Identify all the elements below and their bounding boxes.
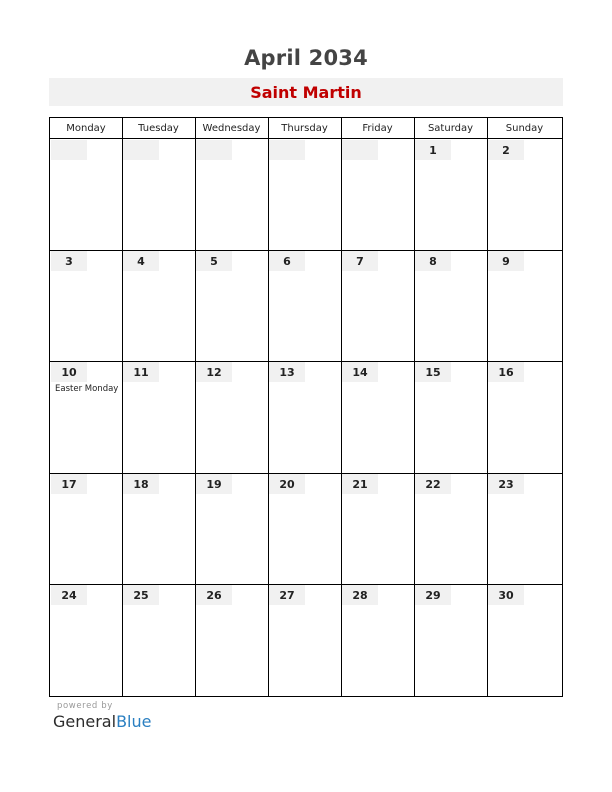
day-cell-27[interactable] bbox=[269, 585, 341, 696]
powered-by-label: powered by bbox=[57, 701, 113, 711]
brand-blue: Blue bbox=[116, 712, 152, 731]
day-number: 9 bbox=[502, 255, 510, 268]
weekday-header-row bbox=[50, 118, 562, 139]
day-cell-23[interactable] bbox=[488, 474, 562, 584]
day-number: 5 bbox=[210, 255, 218, 268]
day-cell-2[interactable] bbox=[488, 140, 562, 250]
day-number: 15 bbox=[425, 366, 441, 379]
country-name: Saint Martin bbox=[250, 83, 362, 102]
day-number-box bbox=[269, 140, 305, 160]
day-cell-12[interactable] bbox=[196, 362, 268, 473]
day-cell-26[interactable] bbox=[196, 585, 268, 696]
day-number: 29 bbox=[425, 589, 441, 602]
day-cell-15[interactable] bbox=[415, 362, 487, 473]
calendar-grid bbox=[49, 117, 563, 697]
day-cell-6[interactable] bbox=[269, 251, 341, 361]
day-cell-29[interactable] bbox=[415, 585, 487, 696]
day-number: 23 bbox=[498, 478, 514, 491]
day-number: 13 bbox=[279, 366, 295, 379]
day-cell-13[interactable] bbox=[269, 362, 341, 473]
day-number: 27 bbox=[279, 589, 295, 602]
day-number: 22 bbox=[425, 478, 441, 491]
weekday-friday: Friday bbox=[362, 123, 393, 134]
day-number: 6 bbox=[283, 255, 291, 268]
day-number-box bbox=[51, 140, 87, 160]
empty-day-cell bbox=[123, 140, 195, 250]
empty-day-cell bbox=[51, 140, 122, 250]
day-cell-18[interactable] bbox=[123, 474, 195, 584]
day-number-box bbox=[196, 140, 232, 160]
day-number: 28 bbox=[352, 589, 368, 602]
day-number-box bbox=[123, 140, 159, 160]
weekday-thursday: Thursday bbox=[281, 123, 328, 134]
day-number-box bbox=[342, 140, 378, 160]
day-number: 7 bbox=[356, 255, 364, 268]
day-number: 16 bbox=[498, 366, 514, 379]
weekday-sunday: Sunday bbox=[505, 123, 544, 134]
day-number: 26 bbox=[206, 589, 222, 602]
day-cell-9[interactable] bbox=[488, 251, 562, 361]
day-cell-22[interactable] bbox=[415, 474, 487, 584]
day-number: 10 bbox=[61, 366, 77, 379]
day-number: 2 bbox=[502, 144, 510, 157]
day-number: 11 bbox=[133, 366, 149, 379]
empty-day-cell bbox=[196, 140, 268, 250]
generalblue-logo[interactable] bbox=[53, 712, 151, 731]
day-cell-5[interactable] bbox=[196, 251, 268, 361]
day-cell-1[interactable] bbox=[415, 140, 487, 250]
day-number: 3 bbox=[65, 255, 73, 268]
day-number: 12 bbox=[206, 366, 222, 379]
weekday-wednesday: Wednesday bbox=[202, 123, 261, 134]
day-cell-19[interactable] bbox=[196, 474, 268, 584]
weekday-monday: Monday bbox=[66, 123, 106, 134]
day-cell-30[interactable] bbox=[488, 585, 562, 696]
day-number: 14 bbox=[352, 366, 368, 379]
day-cell-14[interactable] bbox=[342, 362, 414, 473]
holiday-label: Easter Monday bbox=[55, 384, 119, 394]
day-number: 8 bbox=[429, 255, 437, 268]
day-cell-8[interactable] bbox=[415, 251, 487, 361]
country-banner bbox=[49, 78, 563, 106]
calendar-title: April 2034 bbox=[244, 46, 368, 70]
day-cell-11[interactable] bbox=[123, 362, 195, 473]
day-cell-16[interactable] bbox=[488, 362, 562, 473]
day-cell-21[interactable] bbox=[342, 474, 414, 584]
day-cell-7[interactable] bbox=[342, 251, 414, 361]
day-number: 24 bbox=[61, 589, 77, 602]
day-number: 25 bbox=[133, 589, 149, 602]
brand-general: General bbox=[53, 712, 117, 731]
day-cell-20[interactable] bbox=[269, 474, 341, 584]
weekday-tuesday: Tuesday bbox=[138, 123, 179, 134]
day-number: 1 bbox=[429, 144, 437, 157]
day-number: 4 bbox=[137, 255, 145, 268]
day-cell-24[interactable] bbox=[51, 585, 122, 696]
day-number: 21 bbox=[352, 478, 368, 491]
day-cell-10[interactable] bbox=[51, 362, 122, 473]
empty-day-cell bbox=[269, 140, 341, 250]
empty-day-cell bbox=[342, 140, 414, 250]
day-number: 20 bbox=[279, 478, 295, 491]
day-cell-28[interactable] bbox=[342, 585, 414, 696]
day-number: 17 bbox=[61, 478, 77, 491]
day-cell-25[interactable] bbox=[123, 585, 195, 696]
day-number: 18 bbox=[133, 478, 149, 491]
day-number: 19 bbox=[206, 478, 222, 491]
weekday-saturday: Saturday bbox=[427, 123, 474, 134]
day-cell-3[interactable] bbox=[51, 251, 122, 361]
day-cell-17[interactable] bbox=[51, 474, 122, 584]
day-cell-4[interactable] bbox=[123, 251, 195, 361]
day-number: 30 bbox=[498, 589, 514, 602]
